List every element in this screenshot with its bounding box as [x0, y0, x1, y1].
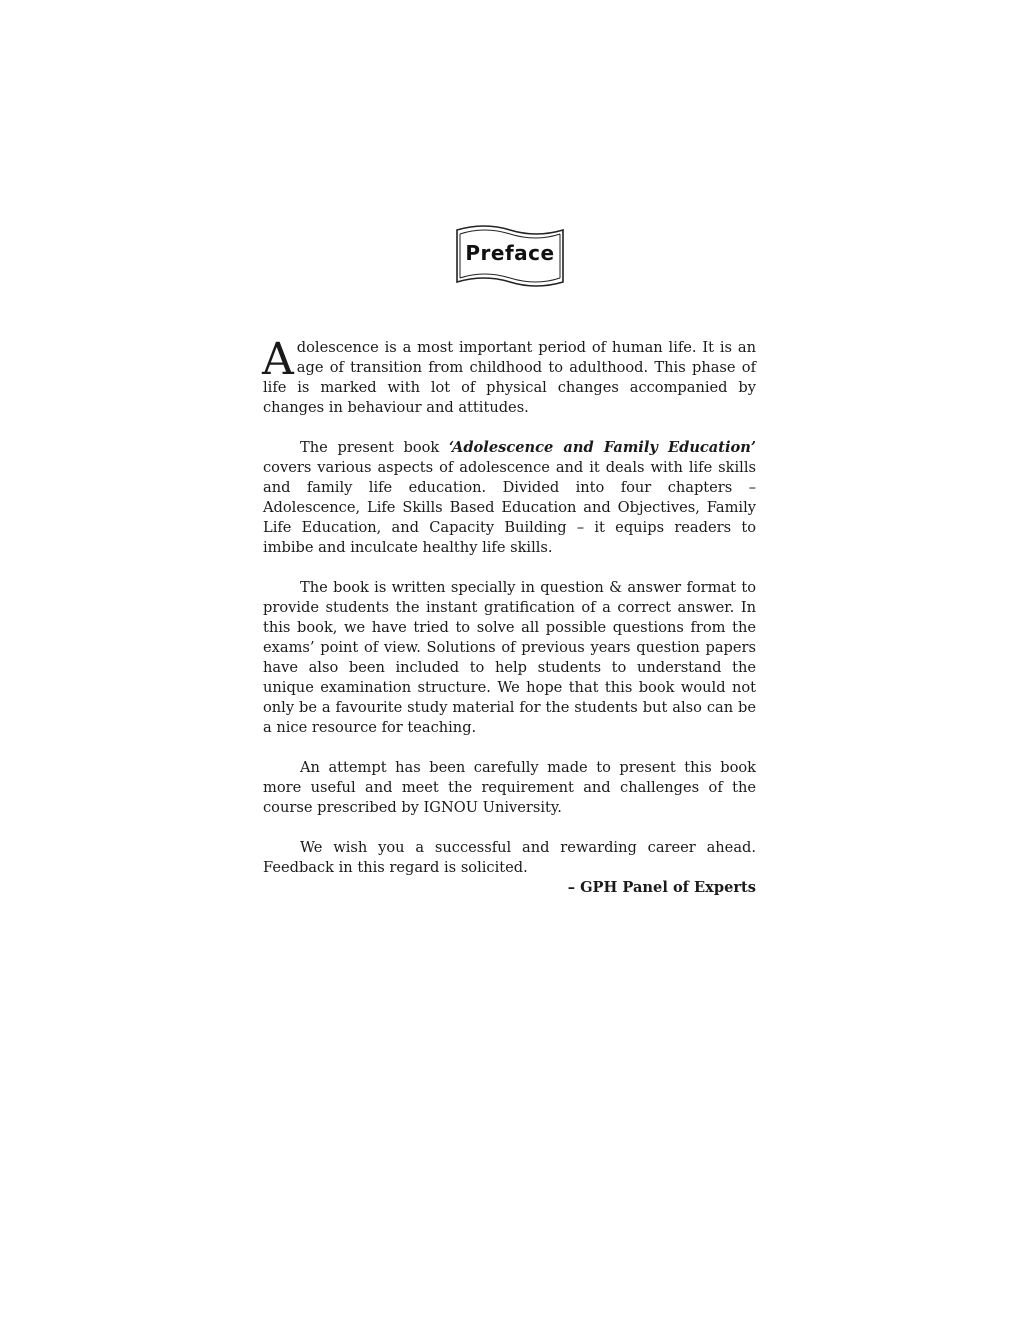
preface-title-banner: [454, 222, 566, 292]
paragraph-1-text: dolescence is a most important period of human life. It is an age of transition from childhood to adulthood. This phase of life is marked with lot of physical changes accompanied by changes in behaviour and attitudes.: [263, 339, 756, 416]
signature: – GPH Panel of Experts: [567, 879, 756, 896]
paragraph-5: We wish you a successful and rewarding career ahead. Feedback in this regard is solicited.: [263, 839, 756, 876]
drop-cap: A: [262, 334, 294, 385]
paragraph-4: An attempt has been carefully made to present this book more useful and meet the requirement and challenges of the course prescribed by IGNOU University.: [263, 759, 756, 816]
paragraph-2-intro: The present book: [300, 439, 449, 456]
paragraph-3: The book is written specially in question & answer format to provide students the instant gratification of a correct answer. In this book, we have tried to solve all possible questions from the exams’ point of view. Solutions of previous years question papers have also been included to help students to understand the unique examination structure. We hope that this book would not only be a favourite study material for the students but also can be a nice resource for teaching.: [263, 579, 756, 736]
preface-body: [262, 334, 756, 898]
book-title: ‘Adolescence and Family Education’: [448, 439, 756, 456]
paragraph-1: [262, 334, 756, 418]
paragraph-2-text: covers various aspects of adolescence and it deals with life skills and family life education. Divided into four chapters – Adolescence, Life Skills Based Education and Objectives, Family Life Education, and Capacity Building – it equips readers to imbibe and inculcate healthy life skills.: [263, 459, 756, 556]
page-title: Preface: [465, 241, 555, 265]
paragraph-2: [263, 438, 756, 558]
